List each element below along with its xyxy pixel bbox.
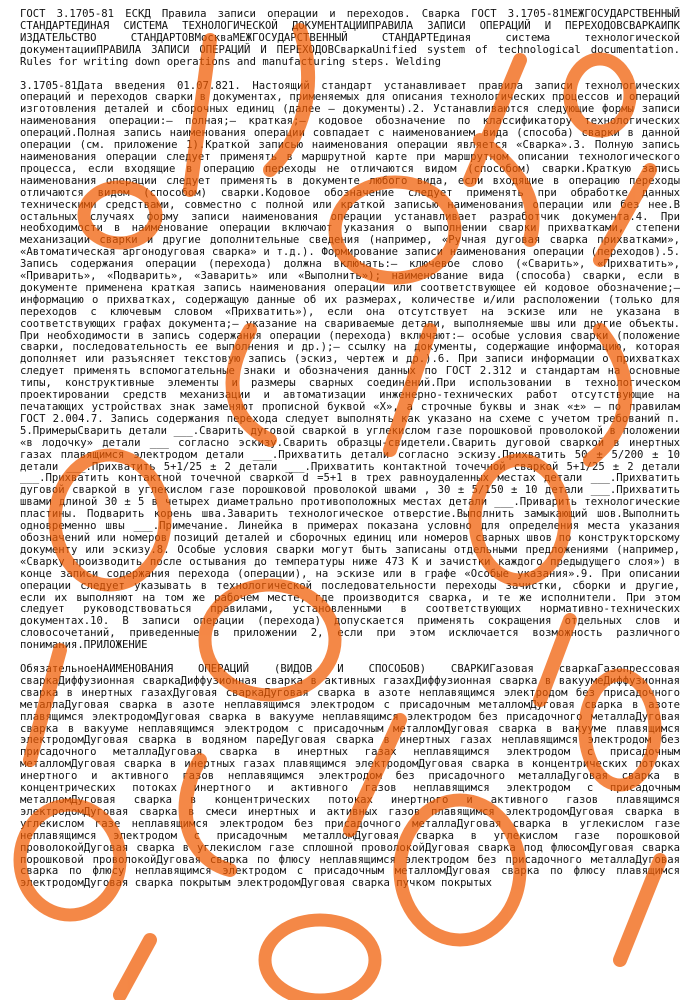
document-header: ГОСТ 3.1705-81 ЕСКД Правила записи операции и переходов. Сварка ГОСТ 3.1705-81МЕЖГОСУДАРСТВЕННЫЙ СТАНДАРТЕДИНАЯ СИСТЕМА ТЕХНОЛОГИЧЕСКОЙ ДОКУМЕНТАЦИИПРАВИЛА ЗАПИСИ ОПЕРАЦИЙ И ПЕРЕХОДОВСВАРКАИПК ИЗДАТЕЛЬСТВО СТАНДАРТОВМоскваМЕЖГОСУДАРСТВЕННЫЙ СТАНДАРТЕдиная система технологической документацииПРАВИЛА ЗАПИСИ ОПЕРАЦИЙ И ПЕРЕХОДОВСваркаUnified system of technological documentation. Rules for writing down operations and manufacturing steps. Welding <box>20 8 680 68</box>
watermark-stroke <box>120 940 150 995</box>
document-page <box>20 9 680 902</box>
document-appendix: ОбязательноеНАИМЕНОВАНИЯ ОПЕРАЦИЙ (ВИДОВ И СПОСОБОВ) СВАРКИГазовая сваркаГазопрессовая сваркаДиффузионная сваркаДиффузионная сварка в активных газахДиффузионная сварка в вакуумеДиффузионная сварка в инертных газахДуговая сваркаДуговая сварка в азоте неплавящимся электродом без присадочного металлаДуговая сварка в азоте неплавящимся электродом с присадочным металломДуговая сварка в азоте плавящимся электродомДуговая сварка в вакууме неплавящимся электродом без присадочного металлаДуговая сварка в вакууме неплавящимся электродом с присадочным металломДуговая сварка в вакууме плавящимся электродомДуговая сварка в водяном пареДуговая сварка в инертных газах неплавящимся электродом без присадочного металлаДуговая сварка в инертных газах неплавящимся электродом с присадочным металломДуговая сварка в инертных газах плавящимся электродомДуговая сварка в концентрических потоках инертного и активного газов неплавящимся электродом без присадочного металлаДуговая сварка в концентрических потоках инертного и активного газов неплавящимся электродом с присадочным металломДуговая сварка в концентрических потоках инертного и активного газов плавящимся электродомДуговая сварка в смеси инертных и активных газов плавящимся электродомДуговая сварка в углекислом газе неплавящимся электродом без присадочного металлаДуговая сварка в углекислом газе неплавящимся электродом с присадочным металломДуговая сварка в углекислом газе порошковой проволокойДуговая сварка в углекислом газе сплошной проволокойДуговая сварка под флюсомДуговая сварка порошковой проволокойДуговая сварка по флюсу неплавящимся электродом без присадочного металлаДуговая сварка по флюсу неплавящимся электродом с присадочным металломДуговая сварка по флюсу плавящимся электродомДуговая сварка покрытым электродомДуговая сварка пучком покрытых <box>20 663 680 890</box>
document-body: 3.1705-81Дата введения 01.07.821. Настоящий стандарт устанавливает правила записи технологических операций и переходов сварки в документах, применяемых для описания технологических процессов и операций изготовления деталей и сборочных единиц (далее – документы).2. Устанавливаются следующие формы записи наименования операции:– полная;– краткая;– кодовое обозначение по классификатору технологических операций.Полная запись наименования операции совпадает с наименованием вида (способа) сварки в данной операции (см. приложение 1).Краткой записью наименования операции является «Сварка».3. Полную запись наименования операции следует применять в маршрутной карте при маршрутном описании технологического процесса, если входящие в операцию переходы не отличаются видом (способом) сварки.Краткую запись наименования операции следует применять в документе любого вида, если входящие в операцию переходы отличаются видом (способом) сварки.Кодовое обозначение следует применять при обработке данных техническими средствами, совместно с полной или краткой записью наименования операции или без нее.В остальных случаях форму записи наименования операции устанавливает разработчик документа.4. При необходимости в наименование операции включают указания о выполнении сварки прихватками, степени механизации сварки и другие дополнительные сведения (например, «Ручная дуговая сварка прихватками», «Автоматическая аргонодуговая сварка» и т.д.). Формирование записи наименования операции (переходов).5. Запись содержания операции (перехода) должна включать:– ключевое слово («Сварить», «Прихватить», «Приварить», «Подварить», «Заварить» или «Выполнить»); наименование вида (способа) сварки, если в документе применена краткая запись наименования операции или соответствующее ей кодовое обозначение;– информацию о прихватках, содержащую данные об их размерах, количестве и/или расположении (только для переходов с ключевым словом «Прихватить»), если она отсутствует на эскизе или не указана в соответствующих графах документа;– указание на свариваемые детали, выполняемые швы или другие объекты. При необходимости в запись содержания операции (перехода) включают:– особые условия сварки (положение сварки, последовательность ее выполнения и др.);– ссылку на документы, содержащие информацию, которая дополняет или разъясняет текстовую запись (эскиз, чертеж и др.).6. При записи информации о прихватках следует применять вспомогательные знаки и обозначения данных по ГОСТ 2.312 и стандартам на основные типы, конструктивные элементы и размеры сварных соединений.При использовании в технологическом проектировании средств механизации и автоматизации инженерно-технических работ отсутствующие на печатающих устройствах знак заменяют прописной буквой «Х», а строчные буквы и знак «±» – по правилам ГОСТ 2.004.7. Запись содержания перехода следует выполнять как указано на схеме с учетом требований п. 5.ПримерыСварить детали ___.Сварить дуговой сваркой в углекислом газе порошковой проволокой в положении «в лодочку» детали ___ согласно эскизу.Сварить образцы-свидетели.Сварить дуговой сваркой в инертных газах плавящимся электродом детали ___.Прихватить детали согласно эскизу.Прихватить 50 ± 5/200 ± 10 детали ___.Прихватить 5+1/25 ± 2 детали ___.Прихватить контактной точечной сваркой 5+1/25 ± 2 детали ___.Прихватить контактной точечной сваркой d =5+1 в трех равноудаленных местах детали ___.Прихватить дуговой сваркой в углекислом газе порошковой проволокой швами , 30 ± 5/150 ± 10 детали ___.Прихватить швами длиной 30 ± 5 в четырех диаметрально противоположных местах детали ___.Приварить технологические пластины. Подварить корень шва.Заварить технологическое отверстие.Выполнить замыкающий шов.Выполнить одновременно швы ___.Примечание. Линейка в примерах показана условно для определения места указания обозначений или номеров позиций деталей и сборочных единиц или номеров сварных швов по конструкторскому документу или эскизу.8. Особые условия сварки могут быть записаны отдельными предложениями (например, «Сварку производить после остывания до температуры ниже 473 К и зачистки каждого предыдущего слоя») в конце записи содержания перехода (операции), на эскизе или в графе «Особые указания».9. При описании операции следует указывать в технологической последовательности переходы зачистки, сборки и другие, если их выполняют на том же рабочем месте, где производится сварка, и те же исполнители. При этом следует руководствоваться правилами, установленными в соответствующих нормативно-технических документах.10. В записи операции (перехода) допускается применять сокращения отдельных слов и словосочетаний, приведенные в приложении 2, если при этом исключается возможность различного понимания.ПРИЛОЖЕНИЕ <box>20 79 680 652</box>
watermark-ring <box>265 920 375 1000</box>
